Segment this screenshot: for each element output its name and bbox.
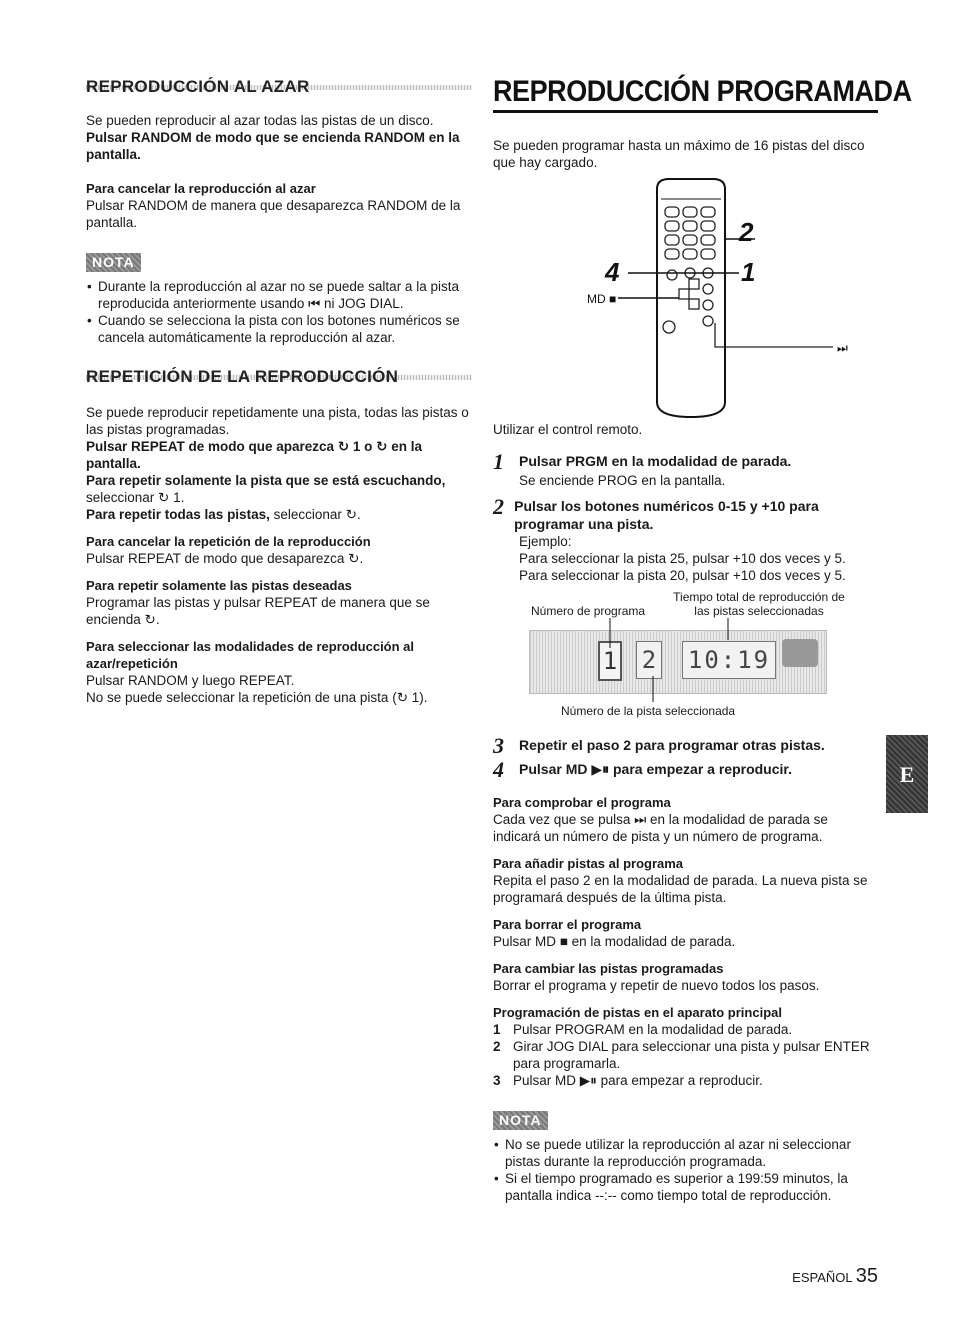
- step-title: Pulsar MD ▶⏸ para empezar a reproducir.: [519, 761, 792, 777]
- step-body: Ejemplo:: [519, 534, 572, 549]
- page-footer: [792, 1265, 878, 1287]
- random-intro: Se pueden reproducir al azar todas las pistas de un disco.: [86, 113, 434, 128]
- nota-item: • Cuando se selecciona la pista con los botones numéricos se cancela automáticamente la reproducción al azar.: [98, 312, 472, 346]
- repeat-one: Para repetir solamente la pista que se está escuchando, seleccionar ↻ 1.: [86, 473, 446, 505]
- remote-caption: Utilizar el control remoto.: [493, 422, 643, 437]
- label-selected-track: Número de la pista seleccionada: [561, 704, 736, 718]
- callout-4: 4: [605, 257, 620, 287]
- random-cancel-text: Pulsar RANDOM de manera que desaparezca RANDOM de la pantalla.: [86, 198, 461, 230]
- nota-badge: NOTA: [493, 1111, 548, 1130]
- display-illustration: [493, 590, 878, 718]
- repeat-modes-text2: No se puede seleccionar la repetición de una pista (↻ 1).: [86, 690, 428, 705]
- repeat-instruction: Pulsar REPEAT de modo que aparezca ↻ 1 o ↻ en la pantalla.: [86, 439, 422, 471]
- repeat-modes-title: Para seleccionar las modalidades de reproducción al azar/repetición: [86, 639, 415, 671]
- step-2: [493, 494, 878, 533]
- page-title: REPRODUCCIÓN PROGRAMADA: [493, 75, 912, 108]
- list-item: 3 Pulsar MD ▶⏸ para empezar a reproducir.: [493, 1073, 763, 1088]
- repeat-heading: REPETICIÓN DE LA REPRODUCCIÓN: [86, 368, 472, 388]
- step-title: Repetir el paso 2 para programar otras pistas.: [519, 737, 825, 753]
- step-title: Pulsar los botones numéricos 0-15 y +10 para programar una pista.: [514, 498, 819, 532]
- add-text: Repita el paso 2 en la modalidad de parada. La nueva pista se programará después de la última pista.: [493, 873, 868, 905]
- change-text: Borrar el programa y repetir de nuevo todos los pasos.: [493, 978, 820, 993]
- step-4: [493, 757, 878, 782]
- title-rule: [493, 110, 878, 113]
- add-title: Para añadir pistas al programa: [493, 856, 684, 871]
- step-3: [493, 733, 878, 758]
- remote-drawing: [493, 177, 878, 429]
- main-unit-steps: [493, 1021, 878, 1089]
- step-number: 3: [493, 733, 504, 758]
- nota-item: • Si el tiempo programado es superior a 199:59 minutos, la pantalla indica --:-- como tiempo total de reproducción.: [505, 1170, 878, 1204]
- nota-block-1: [86, 253, 472, 346]
- nota-block-2: [493, 1111, 878, 1204]
- repeat-cancel-text: Pulsar REPEAT de modo que desaparezca ↻.: [86, 551, 364, 566]
- lcd-time: 10:19: [682, 641, 776, 679]
- lcd-program-number: 1: [598, 641, 622, 681]
- erase-title: Para borrar el programa: [493, 917, 642, 932]
- footer-language: ESPAÑOL: [792, 1270, 853, 1285]
- nota-badge: NOTA: [86, 253, 141, 272]
- step-1: [493, 449, 878, 474]
- repeat-desired-text: Programar las pistas y pulsar REPEAT de manera que se encienda ↻.: [86, 595, 430, 627]
- remote-illustration: [493, 177, 878, 429]
- random-heading: REPRODUCCIÓN AL AZAR: [86, 78, 472, 98]
- step-number: 2: [493, 494, 504, 519]
- step-number: 4: [493, 757, 504, 782]
- check-text: Cada vez que se pulsa ⏭ en la modalidad de parada se indicará un número de pista y un número de programa.: [493, 812, 828, 844]
- right-column: [493, 75, 912, 1204]
- repeat-all: Para repetir todas las pistas, seleccionar ↻.: [86, 507, 361, 522]
- language-tab: E: [886, 735, 928, 813]
- left-column: [86, 78, 472, 706]
- page-number: 35: [855, 1265, 878, 1287]
- repeat-desired-title: Para repetir solamente las pistas deseadas: [86, 578, 352, 593]
- change-title: Para cambiar las pistas programadas: [493, 961, 724, 976]
- step-body: Se enciende PROG en la pantalla.: [519, 473, 726, 488]
- step-body: Para seleccionar la pista 25, pulsar +10 dos veces y 5.: [519, 551, 846, 566]
- label-total-time: Tiempo total de reproducción de las pistas seleccionadas: [673, 590, 845, 618]
- callout-md-stop: MD ■: [587, 292, 617, 306]
- repeat-cancel-title: Para cancelar la repetición de la reproducción: [86, 534, 371, 549]
- callout-2: 2: [739, 217, 754, 247]
- program-intro: Se pueden programar hasta un máximo de 16 pistas del disco que hay cargado.: [493, 138, 865, 170]
- callout-1: 1: [741, 257, 756, 287]
- lcd-track-number: 2: [636, 641, 662, 679]
- main-unit-title: Programación de pistas en el aparato principal: [493, 1005, 782, 1020]
- repeat-intro: Se puede reproducir repetidamente una pista, todas las pistas o las pistas programadas.: [86, 405, 469, 437]
- display-leader-lines: [493, 590, 878, 718]
- random-instruction: Pulsar RANDOM de modo que se encienda RANDOM en la pantalla.: [86, 130, 460, 162]
- step-number: 1: [493, 449, 504, 474]
- random-cancel-title: Para cancelar la reproducción al azar: [86, 181, 316, 196]
- nota-item: • No se puede utilizar la reproducción al azar ni seleccionar pistas durante la reproducción programada.: [505, 1136, 878, 1170]
- nota-item: • Durante la reproducción al azar no se puede saltar a la pista reproducida anteriormente usando ⏮ ni JOG DIAL.: [98, 278, 472, 312]
- label-program-number: Número de programa: [531, 604, 646, 618]
- list-item: 2 Girar JOG DIAL para seleccionar una pista y pulsar ENTER para programarla.: [493, 1039, 870, 1071]
- check-title: Para comprobar el programa: [493, 795, 671, 810]
- step-body: Para seleccionar la pista 20, pulsar +10 dos veces y 5.: [519, 568, 846, 583]
- step-title: Pulsar PRGM en la modalidad de parada.: [519, 453, 792, 469]
- list-item: 1 Pulsar PROGRAM en la modalidad de parada.: [493, 1022, 793, 1037]
- repeat-modes-text1: Pulsar RANDOM y luego REPEAT.: [86, 673, 295, 688]
- callout-next: ⏭: [837, 341, 848, 355]
- erase-text: Pulsar MD ■ en la modalidad de parada.: [493, 934, 736, 949]
